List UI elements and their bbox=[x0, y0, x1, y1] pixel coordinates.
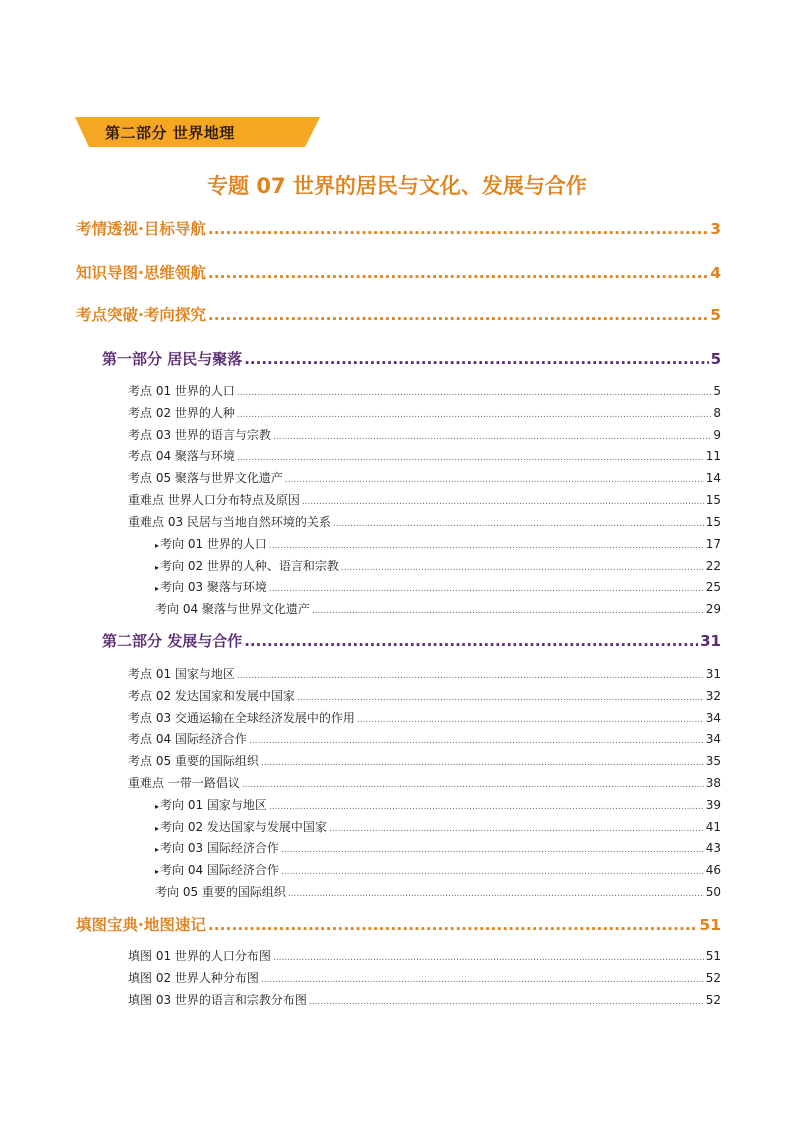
leader-dots bbox=[341, 563, 704, 573]
toc-page: 51 bbox=[699, 916, 721, 934]
toc-label: 第一部分 居民与聚落 bbox=[102, 350, 243, 368]
toc-subentry[interactable] bbox=[155, 839, 721, 856]
page-title: 专题 07 世界的居民与文化、发展与合作 bbox=[207, 174, 587, 198]
toc-label: 考点 03 世界的语言与宗教 bbox=[128, 428, 271, 442]
leader-dots bbox=[261, 975, 704, 985]
toc-label: 重难点 03 民居与当地自然环境的关系 bbox=[128, 515, 331, 529]
toc-subentry[interactable] bbox=[155, 861, 721, 878]
toc-page: 43 bbox=[705, 841, 721, 855]
toc-label: 考向 04 国际经济合作 bbox=[160, 863, 279, 877]
toc-subentry[interactable] bbox=[155, 818, 721, 835]
leader-dots bbox=[329, 824, 704, 834]
toc-page: 22 bbox=[705, 559, 721, 573]
toc-entry[interactable] bbox=[128, 404, 721, 421]
toc-label: 考向 05 重要的国际组织 bbox=[155, 885, 286, 899]
toc-label: 填图宝典·地图速记 bbox=[76, 916, 206, 934]
toc-page: 3 bbox=[710, 220, 721, 238]
leader-dots bbox=[281, 845, 704, 855]
leader-dots bbox=[249, 736, 704, 746]
toc-entry[interactable] bbox=[128, 947, 721, 964]
toc-page: 11 bbox=[705, 449, 721, 463]
toc-page: 46 bbox=[705, 863, 721, 877]
leader-dots bbox=[269, 584, 704, 594]
toc-page: 35 bbox=[705, 754, 721, 768]
leader-dots bbox=[269, 541, 704, 551]
toc-entry-s2[interactable] bbox=[76, 261, 721, 283]
leader-dots bbox=[208, 220, 708, 238]
leader-dots bbox=[208, 916, 698, 934]
toc-label: 填图 03 世界的语言和宗教分布图 bbox=[128, 993, 307, 1007]
toc-entry-part2[interactable] bbox=[102, 630, 721, 651]
toc-entry[interactable] bbox=[128, 665, 721, 682]
toc-page: 15 bbox=[705, 515, 721, 529]
triangle-bullet-icon: ▸ bbox=[155, 584, 160, 593]
toc-label: 考点突破·考向探究 bbox=[76, 306, 206, 324]
toc-page: 52 bbox=[705, 993, 721, 1007]
toc-entry-s3[interactable] bbox=[76, 303, 721, 325]
toc-page: 9 bbox=[713, 428, 721, 442]
banner-label: 第二部分 世界地理 bbox=[105, 124, 235, 142]
leader-dots bbox=[237, 671, 704, 681]
toc-page: 34 bbox=[705, 732, 721, 746]
leader-dots bbox=[273, 432, 711, 442]
leader-dots bbox=[237, 388, 711, 398]
toc-label: 考点 01 国家与地区 bbox=[128, 667, 235, 681]
toc-page: 15 bbox=[705, 493, 721, 507]
toc-subentry[interactable] bbox=[155, 796, 721, 813]
toc-page: 5 bbox=[710, 306, 721, 324]
toc-label: 重难点 一带一路倡议 bbox=[128, 776, 240, 790]
toc-page: 52 bbox=[705, 971, 721, 985]
leader-dots bbox=[244, 632, 698, 650]
toc-entry[interactable] bbox=[128, 382, 721, 399]
leader-dots bbox=[208, 264, 708, 282]
toc-label: 填图 01 世界的人口分布图 bbox=[128, 949, 271, 963]
toc-page: 4 bbox=[710, 264, 721, 282]
toc-label: 考向 03 聚落与环境 bbox=[160, 580, 267, 594]
toc-subentry[interactable] bbox=[155, 600, 721, 617]
triangle-bullet-icon: ▸ bbox=[155, 824, 160, 833]
toc-page: 50 bbox=[705, 885, 721, 899]
toc-label: 考点 05 聚落与世界文化遗产 bbox=[128, 471, 283, 485]
triangle-bullet-icon: ▸ bbox=[155, 563, 160, 572]
toc-label: 考点 01 世界的人口 bbox=[128, 384, 235, 398]
toc-label: 考点 03 交通运输在全球经济发展中的作用 bbox=[128, 711, 355, 725]
toc-page: 31 bbox=[705, 667, 721, 681]
leader-dots bbox=[302, 497, 704, 507]
toc-entry-part1[interactable] bbox=[102, 348, 721, 369]
toc-label: 考点 04 国际经济合作 bbox=[128, 732, 247, 746]
toc-label: 填图 02 世界人种分布图 bbox=[128, 971, 259, 985]
toc-page: 29 bbox=[705, 602, 721, 616]
triangle-bullet-icon: ▸ bbox=[155, 541, 160, 550]
toc-label: 考向 03 国际经济合作 bbox=[160, 841, 279, 855]
toc-label: 考情透视·目标导航 bbox=[76, 220, 206, 238]
toc-page: 34 bbox=[705, 711, 721, 725]
toc-page: 32 bbox=[705, 689, 721, 703]
toc-page: 17 bbox=[705, 537, 721, 551]
toc-subentry[interactable] bbox=[155, 883, 721, 900]
toc-label: 第二部分 发展与合作 bbox=[102, 632, 243, 650]
toc-page: 51 bbox=[705, 949, 721, 963]
toc-page: 41 bbox=[705, 820, 721, 834]
toc-label: 考点 05 重要的国际组织 bbox=[128, 754, 259, 768]
toc-entry[interactable] bbox=[128, 969, 721, 986]
leader-dots bbox=[237, 453, 704, 463]
toc-page: 38 bbox=[705, 776, 721, 790]
leader-dots bbox=[333, 519, 704, 529]
toc-page: 5 bbox=[710, 350, 721, 368]
toc-page: 5 bbox=[713, 384, 721, 398]
leader-dots bbox=[237, 410, 711, 420]
leader-dots bbox=[285, 475, 704, 485]
leader-dots bbox=[357, 715, 704, 725]
toc-page: 14 bbox=[705, 471, 721, 485]
toc-label: 考向 01 国家与地区 bbox=[160, 798, 267, 812]
leader-dots bbox=[288, 889, 704, 899]
toc-subentry[interactable] bbox=[155, 535, 721, 552]
toc-page: 25 bbox=[705, 580, 721, 594]
toc-label: 知识导图·思维领航 bbox=[76, 264, 206, 282]
section-banner bbox=[75, 117, 320, 147]
toc-entry[interactable] bbox=[128, 752, 721, 769]
toc-entry-s4[interactable] bbox=[76, 913, 721, 935]
toc-label: 考点 02 世界的人种 bbox=[128, 406, 235, 420]
toc-page: 8 bbox=[713, 406, 721, 420]
toc-entry[interactable] bbox=[128, 513, 721, 530]
toc-label: 考点 04 聚落与环境 bbox=[128, 449, 235, 463]
triangle-bullet-icon: ▸ bbox=[155, 867, 160, 876]
toc-entry[interactable] bbox=[128, 447, 721, 464]
toc-label: 考向 01 世界的人口 bbox=[160, 537, 267, 551]
toc-label: 重难点 世界人口分布特点及原因 bbox=[128, 493, 300, 507]
toc-entry-s1[interactable] bbox=[76, 217, 721, 239]
toc-label: 考点 02 发达国家和发展中国家 bbox=[128, 689, 295, 703]
leader-dots bbox=[244, 350, 708, 368]
toc-entry[interactable] bbox=[128, 426, 721, 443]
toc-label: 考向 02 发达国家与发展中国家 bbox=[160, 820, 327, 834]
leader-dots bbox=[312, 606, 704, 616]
leader-dots bbox=[309, 997, 704, 1007]
toc-label: 考向 04 聚落与世界文化遗产 bbox=[155, 602, 310, 616]
toc-entry[interactable] bbox=[128, 991, 721, 1008]
toc-entry[interactable] bbox=[128, 469, 721, 486]
leader-dots bbox=[273, 953, 704, 963]
leader-dots bbox=[269, 802, 704, 812]
toc-entry[interactable] bbox=[128, 491, 721, 508]
toc-page: 39 bbox=[705, 798, 721, 812]
triangle-bullet-icon: ▸ bbox=[155, 845, 160, 854]
leader-dots bbox=[242, 780, 704, 790]
leader-dots bbox=[208, 306, 708, 324]
toc-entry[interactable] bbox=[128, 774, 721, 791]
toc-page: 31 bbox=[700, 632, 721, 650]
leader-dots bbox=[281, 867, 704, 877]
leader-dots bbox=[297, 693, 704, 703]
toc-entry[interactable] bbox=[128, 709, 721, 726]
triangle-bullet-icon: ▸ bbox=[155, 802, 160, 811]
leader-dots bbox=[261, 758, 704, 768]
toc-entry[interactable] bbox=[128, 687, 721, 704]
toc-entry[interactable] bbox=[128, 730, 721, 747]
toc-label: 考向 02 世界的人种、语言和宗教 bbox=[160, 559, 339, 573]
toc-subentry[interactable] bbox=[155, 557, 721, 574]
toc-subentry[interactable] bbox=[155, 578, 721, 595]
